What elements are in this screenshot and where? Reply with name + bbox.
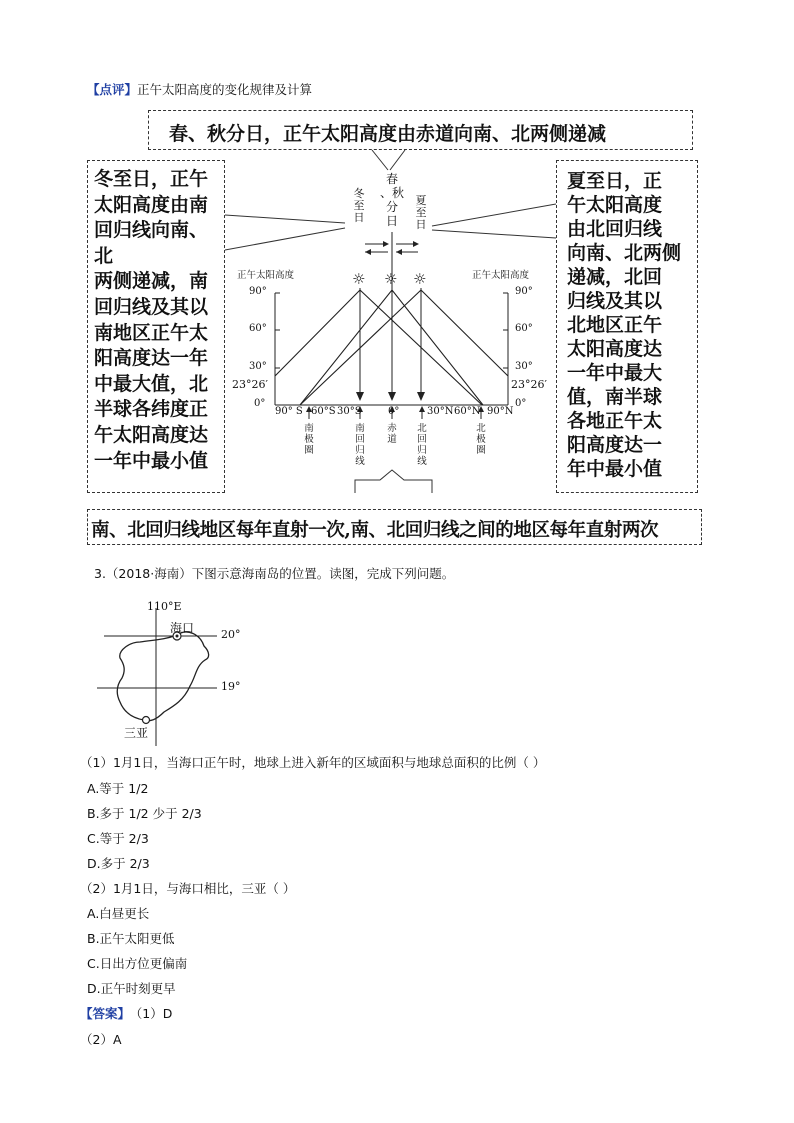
- answer-2: （2）A: [80, 1032, 122, 1047]
- map-lat-19-label: 19°: [221, 680, 241, 693]
- q1-option-b: B.多于 1/2 少于 2/3: [87, 806, 202, 821]
- left-tick-0: 0°: [254, 398, 266, 409]
- up-arrowhead-tropic-n: [419, 406, 425, 412]
- q1-stem: （1）1月1日，当海口正午时，地球上进入新年的区域面积与地球总面积的比例（ ）: [80, 755, 546, 770]
- tropic-cancer-label: [416, 423, 428, 467]
- left-tick-60: 60°: [249, 323, 267, 334]
- q2-option-c: C.日出方位更偏南: [87, 956, 188, 971]
- right-tick-90: 90°: [515, 286, 533, 297]
- connector-top-right: [390, 150, 405, 170]
- winter-solstice-label: [352, 188, 366, 224]
- winter-text-line-10: 一年中最小值: [94, 449, 209, 472]
- winter-text-line-4: 回归线及其以: [94, 295, 209, 318]
- answer-line-1: [80, 1004, 172, 1022]
- right-tick-30: 30°: [515, 361, 533, 372]
- lat-label-90s: 90° S: [275, 406, 303, 417]
- lat-label-30n: 30°N: [427, 406, 454, 417]
- circle-label-3-char-2: 归: [417, 445, 427, 456]
- q2-option-d: D.正午时刻更早: [87, 981, 176, 996]
- summer-text-line-2: 由北回归线: [567, 218, 663, 240]
- summer-sun-icon: ☼: [413, 270, 427, 288]
- map-sanya-label: 三亚: [124, 726, 149, 740]
- answer-1: （1）D: [136, 1006, 173, 1021]
- equinox-label-char-1: 、秋: [379, 186, 404, 200]
- summer-text-line-3: 向南、北两侧: [567, 242, 682, 264]
- left-tick-tropic: 23°26′: [232, 378, 268, 391]
- winter-text-line-9: 午太阳高度达: [94, 423, 209, 446]
- winter-label-char-0: 冬: [353, 187, 365, 200]
- equator-label: [386, 423, 398, 445]
- circle-label-3-char-3: 线: [417, 456, 427, 467]
- map-lat-20-label: 20°: [221, 628, 241, 641]
- summer-text-line-5: 归线及其以: [567, 290, 663, 312]
- migrate-arrowhead-left2: [396, 249, 402, 255]
- q2-option-a: A.白昼更长: [87, 906, 150, 921]
- circle-label-1-char-3: 线: [355, 456, 365, 467]
- equinox-summary-text: 春、秋分日，正午太阳高度由赤道向南、北两侧递减: [169, 123, 607, 145]
- equinox-label: [379, 172, 405, 228]
- map-lon-label: 110°E: [147, 600, 182, 613]
- answer-label: 【答案】: [80, 1006, 131, 1021]
- winter-text-line-2: 回归线向南、北: [94, 219, 209, 267]
- lat-label-0: 0°: [388, 406, 400, 417]
- lat-label-60n: 60°N: [454, 406, 481, 417]
- summer-label-char-2: 日: [415, 218, 427, 231]
- connector-left-b: [225, 228, 345, 250]
- circle-label-1-char-0: 南: [355, 423, 365, 434]
- question-intro: 3.（2018·海南）下图示意海南岛的位置。读图，完成下列问题。: [94, 566, 455, 581]
- connector-top-left: [372, 150, 388, 170]
- winter-text-line-1: 太阳高度由南: [94, 193, 209, 216]
- direct-sun-summary-text: 南、北回归线地区每年直射一次,南、北回归线之间的地区每年直射两次: [91, 520, 659, 541]
- lat-label-90n: 90°N: [487, 406, 514, 417]
- q1-option-d: D.多于 2/3: [87, 856, 150, 871]
- q2-stem: （2）1月1日，与海口相比，三亚（ ）: [80, 881, 296, 896]
- circle-label-3-char-0: 北: [417, 423, 427, 434]
- q1-option-c: C.等于 2/3: [87, 831, 149, 846]
- right-axis-title: 正午太阳高度: [472, 270, 530, 281]
- winter-label-char-2: 日: [353, 211, 365, 224]
- right-tick-60: 60°: [515, 323, 533, 334]
- summer-curve: [300, 290, 508, 405]
- left-tick-30: 30°: [249, 361, 267, 372]
- summer-text-line-6: 北地区正午: [567, 314, 663, 336]
- equinox-label-char-0: 春: [385, 172, 398, 186]
- summer-text-line-8: 一年中最大: [567, 362, 663, 384]
- circle-label-0-char-0: 南: [304, 423, 314, 434]
- comment-title: 正午太阳高度的变化规律及计算: [137, 82, 313, 97]
- summer-text-line-4: 递减，北回: [567, 266, 663, 288]
- winter-sun-icon: ☼: [352, 270, 366, 288]
- winter-text-line-3: 两侧递减，南: [94, 270, 209, 293]
- circle-label-1-char-2: 归: [355, 445, 365, 456]
- summer-text-line-10: 各地正午太: [567, 410, 663, 432]
- circle-label-0-char-2: 圈: [304, 445, 314, 456]
- migrate-arrowhead-left: [365, 249, 371, 255]
- equinox-label-char-2: 分: [385, 200, 398, 214]
- winter-label-char-1: 至: [353, 199, 365, 212]
- right-tick-tropic: 23°26′: [511, 378, 547, 391]
- connector-right-a: [432, 204, 556, 226]
- summer-label-char-1: 至: [415, 206, 427, 219]
- summer-text-line-12: 年中最小值: [567, 458, 663, 480]
- hainan-island-outline: [117, 632, 208, 721]
- connector-right-b: [432, 230, 556, 238]
- winter-arrowhead: [356, 392, 364, 401]
- summer-arrowhead: [417, 392, 425, 401]
- winter-text-line-0: 冬至日，正午: [94, 168, 209, 190]
- migrate-arrowhead-right: [383, 241, 389, 247]
- circle-label-1-char-1: 回: [355, 434, 365, 445]
- winter-text-line-6: 阳高度达一年: [94, 347, 209, 370]
- winter-text-line-8: 半球各纬度正: [94, 398, 209, 421]
- connector-left-a: [225, 215, 345, 223]
- summer-text-line-9: 值，南半球: [567, 386, 663, 408]
- circle-label-0-char-1: 极: [304, 434, 314, 445]
- summer-text-line-11: 阳高度达一: [567, 434, 663, 456]
- antarctic-circle-label: [303, 423, 315, 456]
- equinox-arrowhead: [388, 392, 396, 401]
- circle-label-4-char-0: 北: [476, 423, 486, 434]
- summer-text-line-7: 太阳高度达: [567, 338, 663, 360]
- q2-option-b: B.正午太阳更低: [87, 931, 175, 946]
- left-tick-90: 90°: [249, 286, 267, 297]
- circle-label-4-char-2: 圈: [476, 445, 486, 456]
- left-axis-title: 正午太阳高度: [237, 270, 295, 281]
- lat-label-60s: 60°S: [311, 406, 336, 417]
- sanya-marker: [143, 717, 150, 724]
- comment-bracket-open: 【: [87, 82, 100, 97]
- tropic-capricorn-label: [354, 423, 366, 467]
- right-tick-0: 0°: [515, 398, 527, 409]
- summer-text-line-1: 午太阳高度: [567, 194, 663, 216]
- summer-label-char-0: 夏: [415, 194, 427, 207]
- comment-bracket-close: 】: [124, 82, 138, 97]
- circle-label-4-char-1: 极: [476, 434, 486, 445]
- summer-solstice-label: [414, 195, 428, 231]
- circle-label-3-char-1: 回: [417, 434, 427, 445]
- equinox-sun-icon: ☼: [384, 270, 398, 288]
- winter-text-line-5: 南地区正午太: [94, 321, 209, 344]
- summer-text-line-0: 夏至日，正: [567, 170, 663, 192]
- lat-label-30s: 30°S: [337, 406, 362, 417]
- circle-label-2-char-1: 道: [387, 434, 397, 445]
- winter-text-line-7: 中最大值，北: [94, 372, 209, 395]
- migrate-arrowhead-right2: [413, 241, 419, 247]
- arctic-circle-label: [475, 423, 487, 456]
- connector-bottom-brace: [355, 470, 432, 493]
- comment-label: 点评: [99, 82, 125, 97]
- map-haikou-label: 海口: [170, 621, 195, 635]
- q1-option-a: A.等于 1/2: [87, 781, 149, 796]
- circle-label-2-char-0: 赤: [387, 423, 397, 434]
- equinox-label-char-3: 日: [385, 214, 398, 228]
